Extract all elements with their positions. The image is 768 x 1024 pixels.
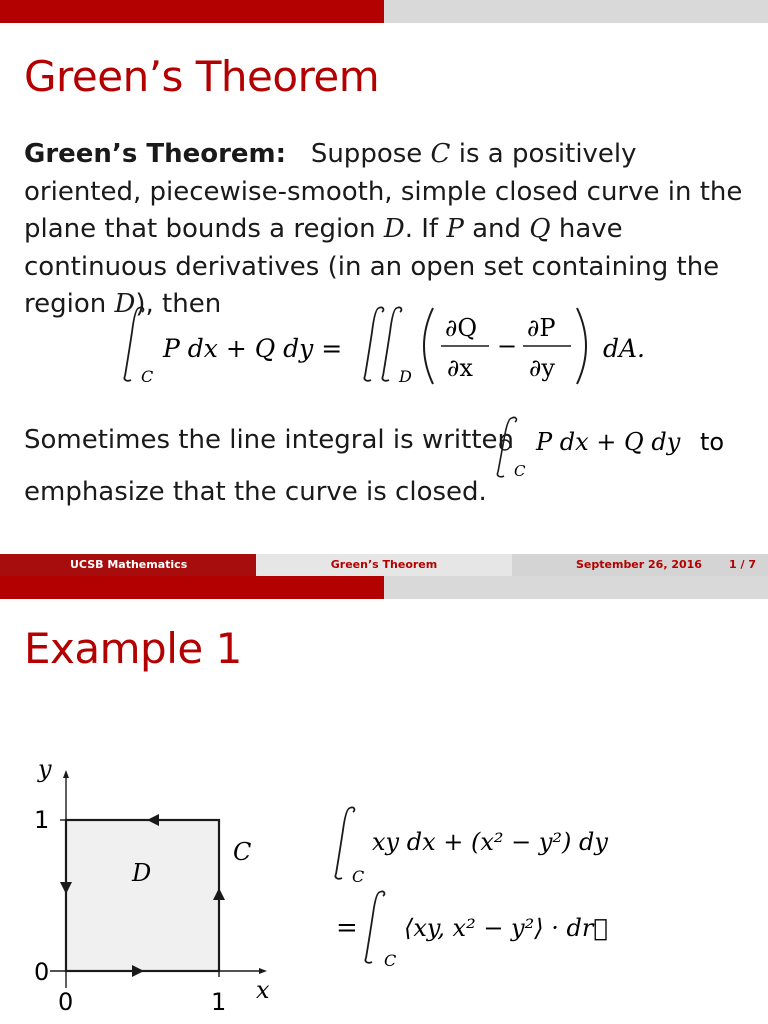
right-paren-icon <box>577 308 586 384</box>
theorem-label: Green’s Theorem: <box>24 139 287 169</box>
integral-sign-icon-3 <box>365 891 384 962</box>
eq-dy: ∂y <box>529 354 555 382</box>
example-equations <box>330 804 710 974</box>
y-tick-1: 1 <box>34 806 50 834</box>
progress-fill-2 <box>0 576 384 599</box>
progress-bar <box>0 0 768 23</box>
theorem-statement <box>24 136 754 324</box>
symbol-q: Q <box>529 214 551 244</box>
progress-fill <box>0 0 384 23</box>
y-tick-0: 0 <box>34 958 50 986</box>
eq-lhs-sub: C <box>141 367 154 386</box>
eq1-sub: C <box>352 867 365 886</box>
closing-sub: C <box>514 462 526 480</box>
closing-text-c: emphasize that the curve is closed. <box>24 477 487 507</box>
region-square <box>66 820 219 971</box>
y-axis-label: y <box>38 756 52 783</box>
eq-dq: ∂Q <box>445 314 478 342</box>
theorem-text-e: have continuous derivatives (in an open set containing the region <box>24 214 720 319</box>
theorem-text-a: Suppose <box>310 139 423 169</box>
footer-institution: UCSB Mathematics <box>70 558 188 571</box>
theorem-text-b: is a positively oriented, piecewise-smooth, simple closed curve in the plane that bounds a region <box>24 139 743 244</box>
closing-text-a: Sometimes the line integral is written <box>24 425 514 455</box>
region-diagram <box>20 756 280 1018</box>
symbol-p: P <box>446 214 464 244</box>
eq-minus: − <box>497 332 518 360</box>
greens-equation <box>115 302 675 402</box>
footer-topic: Green’s Theorem <box>330 558 438 571</box>
eq2-text: ⟨xy, x² − y²⟩ · dr⃗ <box>404 914 608 942</box>
eq2-equals: = <box>336 913 358 943</box>
eq-rhs-sub: D <box>399 367 412 386</box>
eq-da: dA. <box>603 334 646 363</box>
eq-dp: ∂P <box>527 314 556 342</box>
footer-page-number: 1 / 7 <box>729 558 756 571</box>
eq1-text: xy dx + (x² − y²) dy <box>372 828 608 856</box>
y-axis-arrow-icon <box>63 770 69 778</box>
eq2-sub: C <box>384 951 397 970</box>
eq-lhs: P dx + Q dy = <box>163 334 343 363</box>
region-label: D <box>132 859 152 887</box>
x-tick-0: 0 <box>58 988 74 1016</box>
theorem-text-f: ), then <box>135 289 222 319</box>
symbol-c: C <box>430 139 451 169</box>
symbol-d: D <box>383 214 405 244</box>
slide-example-1 <box>0 576 768 1024</box>
closing-line-2 <box>24 474 754 512</box>
symbol-d-2: D <box>114 289 136 319</box>
curve-label: C <box>233 838 252 866</box>
footer-date: September 26, 2016 <box>576 558 702 571</box>
closing-to: to <box>700 428 725 456</box>
slide-title: Green’s Theorem <box>24 52 380 101</box>
slide-title-2: Example 1 <box>24 624 242 673</box>
eq-dx: ∂x <box>447 354 473 382</box>
closing-integrand: P dx + Q dy <box>536 428 681 456</box>
theorem-text-c: . If <box>404 214 439 244</box>
x-axis-arrow-icon <box>259 968 267 974</box>
x-tick-1: 1 <box>211 988 227 1016</box>
slide-footer <box>0 554 768 576</box>
footer-date-cell <box>512 554 768 576</box>
footer-institution-cell <box>0 554 256 576</box>
progress-bar-2 <box>0 576 768 599</box>
left-paren-icon <box>424 308 433 384</box>
theorem-text-d: and <box>472 214 522 244</box>
x-axis-label: x <box>256 976 270 1004</box>
footer-topic-cell <box>256 554 512 576</box>
